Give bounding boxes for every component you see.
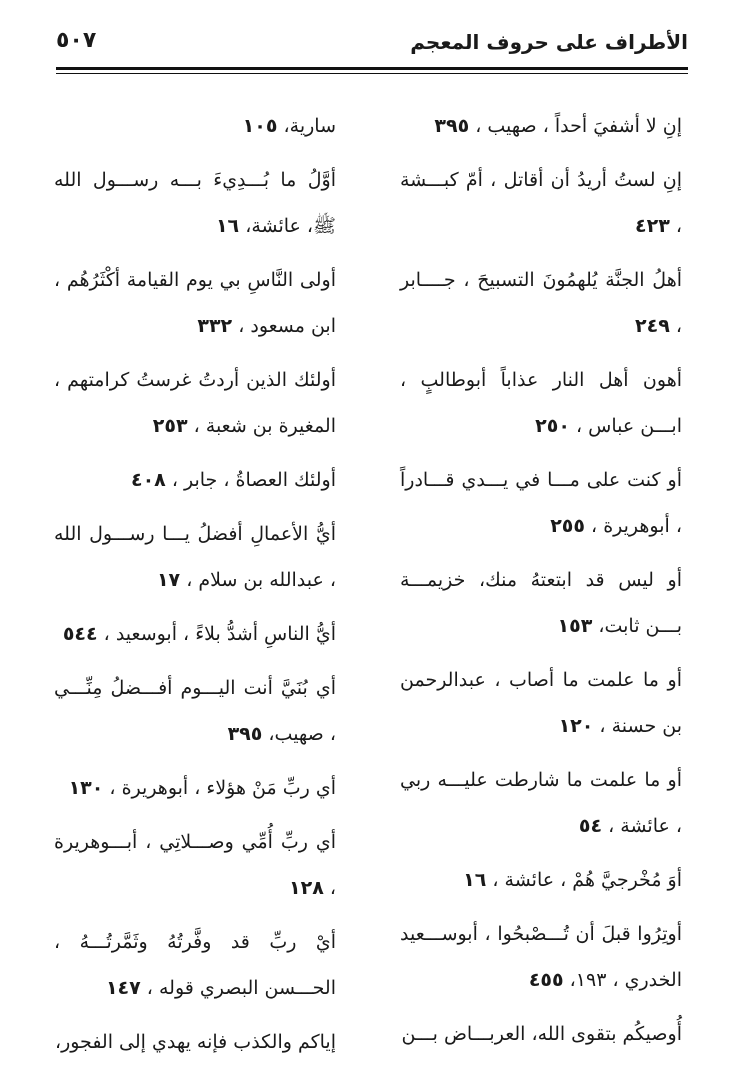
index-entry: أهون أهل النار عذاباً أبوطالبٍ ، ابـــن عباس ، ٢٥٠ [400, 369, 682, 437]
page-reference: ١٢٠ [558, 715, 594, 737]
page-reference: ٢٤٩ [635, 315, 670, 337]
page-reference: ١٢٨ [289, 877, 324, 899]
page-reference: ١٤٧ [105, 977, 141, 999]
index-entry: أُوصيكُم بتقوى الله، العربـــاض بـــن [401, 1023, 682, 1045]
index-entry: أولى النَّاسِ بي يوم القيامة أكْثَرُهُم ، ابن مسعود ، ٣٣٢ [54, 269, 336, 337]
page-reference: ٤٢٣ [635, 215, 670, 237]
index-column-left [54, 103, 336, 1073]
running-title: الأطراف على حروف المعجم [410, 30, 688, 54]
index-entry: أولئك العصاةُ ، جابر ، ٤٠٨ [130, 469, 336, 491]
index-entry: أي بُنَيَّ أنت اليـــوم أفـــضلُ مِنِّـــي ، صهيب، ٣٩٥ [54, 677, 336, 745]
index-entry: أو ما علمت ما شارطت عليـــه ربي ، عائشة ، ٥٤ [400, 769, 682, 837]
index-entry: أيُّ الناسِ أشدُّ بلاءً ، أبوسعيد ، ٥٤٤ [62, 623, 336, 645]
page-reference: ٣٩٥ [434, 115, 470, 137]
index-entry: إنِ لستُ أريدُ أن أقاتل ، أمّ كبـــشة ، ٤٢٣ [400, 169, 682, 237]
page-header [56, 22, 688, 62]
page-reference: ٥٤٤ [62, 623, 98, 645]
page-reference: ١٦ [215, 215, 240, 237]
index-entry: أو ما علمت ما أصاب ، عبدالرحمن بن حسنة ، ١٢٠ [400, 669, 682, 737]
index-entry: أي ربِّ أُمِّي وصـــلاتِي ، أبـــوهريرة ، ١٢٨ [54, 831, 336, 899]
page-reference: ١٧ [156, 569, 181, 591]
header-rule-thick [56, 67, 688, 70]
page-number: ٥٠٧ [56, 28, 97, 53]
page-reference: ٢٥٣ [152, 415, 188, 437]
page-reference: ٤٠٨ [130, 469, 166, 491]
page-reference: ٢٥٠ [535, 415, 570, 437]
index-entry: إياكم والكذب فإنه يهدي إلى الفجور، [54, 1031, 336, 1053]
page-reference: ٣٣٢ [197, 315, 233, 337]
page-reference: ١٥٣ [557, 615, 593, 637]
index-entry: أي ربِّ مَنْ هؤلاء ، أبوهريرة ، ١٣٠ [68, 777, 336, 799]
index-entry: إنِ لا أشفيَ أحداً ، صهيب ، ٣٩٥ [434, 115, 682, 137]
index-entry: أوَ مُخْرجيَّ هُمْ ، عائشة ، ١٦ [463, 869, 682, 891]
header-rule-thin [56, 73, 688, 74]
index-entry: أيْ ربِّ قد وفَّرتُهُ وثَمَّرتُـــهُ ، الحـــسن البصري قوله ، ١٤٧ [54, 931, 336, 999]
page-reference: ٢٥٥ [550, 515, 585, 537]
index-entry: أوَّلُ ما بُـــدِيءَ بـــه رســـول الله ﷺ، عائشة، ١٦ [54, 169, 336, 237]
index-entry: أيُّ الأعمالِ أفضلُ يـــا رســـول الله ، عبدالله بن سلام ، ١٧ [54, 523, 336, 591]
index-entry: أولئك الذين أردتُ غرستُ كرامتهم ، المغيرة بن شعبة ، ٢٥٣ [54, 369, 336, 437]
page-reference: ٣٩٥ [227, 723, 263, 745]
index-entry: أو كنت على مـــا في يـــدي قـــادراً ، أبوهريرة ، ٢٥٥ [400, 469, 682, 537]
index-entry: سارية، ١٠٥ [242, 115, 336, 137]
index-entry: أوتِرُوا قبلَ أن تُـــصْبحُوا ، أبوســـعيد الخدري ، ١٩٣، ٤٥٥ [400, 923, 682, 991]
page-reference: ١٦ [463, 869, 487, 891]
page-reference: ٥٤ [578, 815, 603, 837]
index-entry: أهلُ الجنَّة يُلهمُونَ التسبيحَ ، جــــابر ، ٢٤٩ [400, 269, 682, 337]
page-reference: ٤٥٥ [528, 969, 564, 991]
index-entry: أو ليس قد ابتعتهُ منك، خزيمـــة بـــن ثابت، ١٥٣ [400, 569, 682, 637]
index-column-right [400, 103, 682, 1065]
page-reference: ١٣٠ [68, 777, 104, 799]
page-reference: ١٠٥ [242, 115, 278, 137]
